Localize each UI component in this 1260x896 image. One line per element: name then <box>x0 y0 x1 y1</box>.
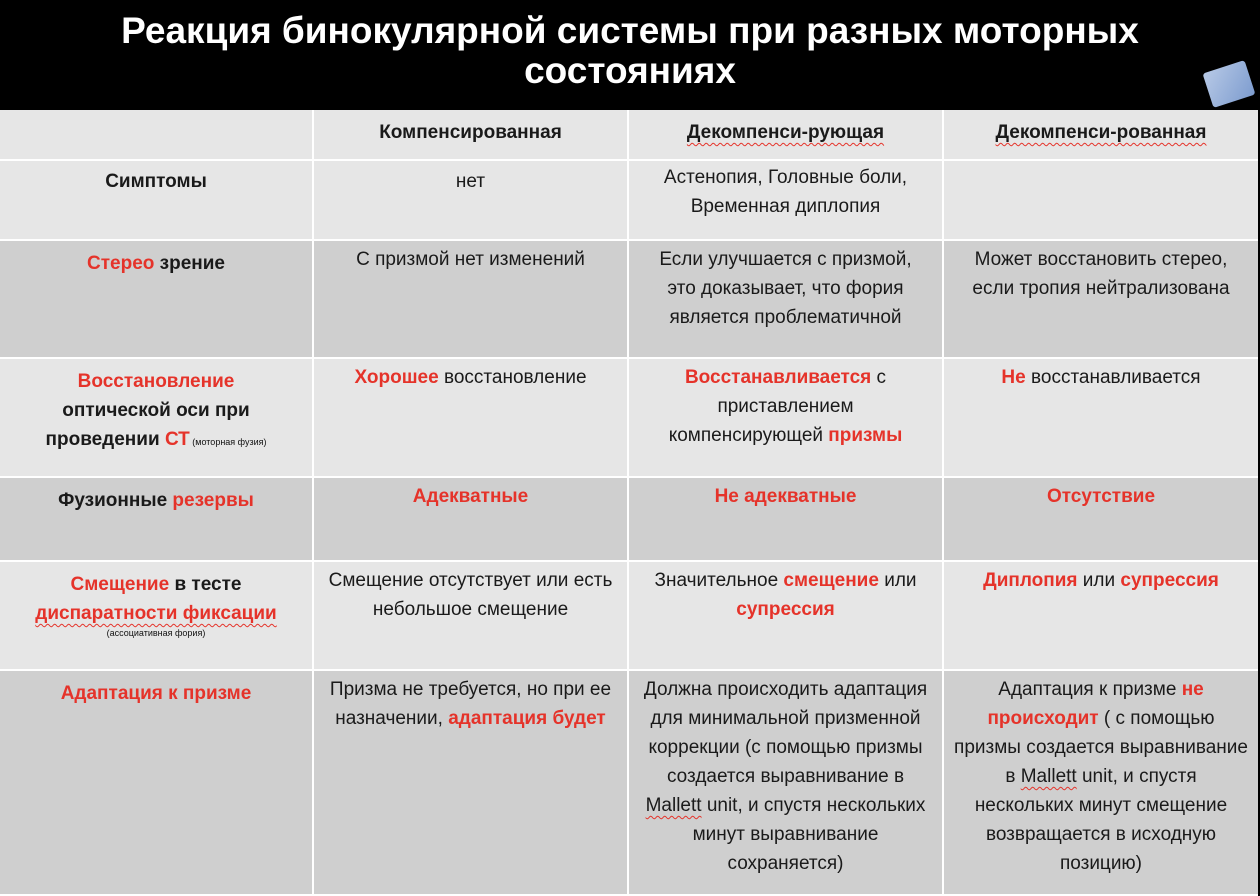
disparity-label-mid: в тесте <box>169 574 242 595</box>
header-decompensated <box>944 110 1258 161</box>
reserves-compensated-text: Адекватные <box>412 486 529 507</box>
row-reserves <box>0 478 1258 562</box>
cell-recovery-decompensating <box>629 359 944 478</box>
cell-recovery-decompensated <box>944 359 1258 478</box>
recovery-label-small: (моторная фузия) <box>189 437 267 447</box>
header-decompensated-text: Декомпенси-рованная <box>995 122 1207 143</box>
recovery-label-red2: СТ <box>164 429 190 450</box>
cell-reserves-compensated <box>314 478 629 562</box>
row-label-symptoms <box>0 161 314 241</box>
adaptation-decompensated-plain3: unit, и спустя нескольких минут смещение возвращается в исходную позицию) <box>974 766 1228 874</box>
recovery-decompensating-mid: с приставлением компенсирующей <box>668 367 887 446</box>
disparity-decompensating-plain1: Значительное <box>654 570 784 591</box>
symptoms-compensated-text: нет <box>455 171 486 192</box>
row-label-reserves <box>0 478 314 562</box>
cell-symptoms-decompensating <box>629 161 944 241</box>
row-adaptation <box>0 671 1258 896</box>
recovery-decompensated-red: Не <box>1001 367 1026 388</box>
header-compensated <box>314 110 629 161</box>
disparity-decompensated-red1: Диплопия <box>983 570 1078 591</box>
cell-reserves-decompensating <box>629 478 944 562</box>
cell-disparity-decompensated <box>944 562 1258 671</box>
adaptation-decompensating-line5 <box>629 791 942 820</box>
cell-stereo-decompensating <box>629 241 944 359</box>
disparity-decompensating-red1: смещение <box>783 570 879 591</box>
disparity-decompensated-plain: или <box>1077 570 1121 591</box>
recovery-decompensated-rest: восстанавливается <box>1025 367 1201 388</box>
cell-adaptation-compensated <box>314 671 629 896</box>
row-symptoms <box>0 161 1258 241</box>
stereo-compensated-text: С призмой нет изменений <box>356 249 585 270</box>
adaptation-decompensating-line7: сохраняется) <box>727 853 844 874</box>
adaptation-decompensating-line2: для минимальной призменной <box>650 708 921 729</box>
adaptation-decompensating-line6: минут выравнивание <box>692 824 879 845</box>
disparity-decompensating-plain2: или <box>878 570 917 591</box>
reserves-label-red: резервы <box>172 490 254 511</box>
stereo-label-rest: зрение <box>154 253 225 274</box>
stereo-decompensating-text: Если улучшается с призмой, это доказывает, что фория является проблематичной <box>659 249 912 328</box>
header-compensated-text: Компенсированная <box>379 122 562 143</box>
header-empty-cell <box>0 110 314 161</box>
row-label-disparity <box>0 562 314 671</box>
row-label-adaptation <box>0 671 314 896</box>
symptoms-label: Симптомы <box>105 171 207 192</box>
adaptation-decompensated-plain2: ( с помощью призмы создается выравнивание в <box>954 708 1248 787</box>
disparity-label-red1: Смещение <box>70 574 170 595</box>
slide-title-line-1: Реакция бинокулярной системы при разных моторных <box>121 10 1139 51</box>
row-disparity <box>0 562 1258 671</box>
adaptation-decompensating-line3: коррекции (с помощью призмы <box>648 737 923 758</box>
recovery-label-mid: оптической оси при проведении <box>45 400 250 450</box>
reserves-decompensating-text: Не адекватные <box>714 486 857 507</box>
disparity-decompensated-red2: супрессия <box>1120 570 1219 591</box>
cell-reserves-decompensated <box>944 478 1258 562</box>
recovery-compensated-red: Хорошее <box>354 367 439 388</box>
stereo-decompensated-text: Может восстановить стерео, если тропия нейтрализована <box>972 249 1230 299</box>
cell-stereo-decompensated <box>944 241 1258 359</box>
row-label-stereo <box>0 241 314 359</box>
symptoms-decompensating-line1: Астенопия, Головные боли, <box>663 167 908 188</box>
cell-symptoms-decompensated <box>944 161 1258 241</box>
header-decompensating-text: Декомпенси-рующая <box>686 122 885 143</box>
cell-adaptation-decompensated <box>944 671 1258 896</box>
adaptation-label: Адаптация к призме <box>60 683 252 704</box>
reserves-label-plain: Фузионные <box>58 490 173 511</box>
comparison-table <box>0 110 1258 896</box>
reserves-decompensated-text: Отсутствие <box>1046 486 1156 507</box>
disparity-compensated-text: Смещение отсутствует или есть небольшое смещение <box>328 570 613 620</box>
disparity-decompensating-red2: супрессия <box>736 599 835 620</box>
row-label-recovery <box>0 359 314 478</box>
header-row <box>0 110 1258 161</box>
cell-adaptation-decompensating <box>629 671 944 896</box>
symptoms-decompensating-line2: Временная диплопия <box>690 196 881 217</box>
recovery-decompensating-red2: призмы <box>828 425 903 446</box>
slide-title <box>0 0 1260 108</box>
disparity-label-small: (ассоциативная фория) <box>106 628 206 638</box>
recovery-decompensating-red1: Восстанавливается <box>684 367 872 388</box>
row-recovery <box>0 359 1258 478</box>
adaptation-decompensating-line5-rest: unit, и спустя нескольких <box>701 795 926 816</box>
disparity-label-red2: диспаратности фиксации <box>35 603 277 624</box>
recovery-compensated-rest: восстановление <box>438 367 587 388</box>
adaptation-decompensating-line4: создается выравнивание в <box>666 766 905 787</box>
adaptation-decompensated-plain1: Адаптация к призме <box>998 679 1182 700</box>
cell-disparity-decompensating <box>629 562 944 671</box>
adaptation-compensated-red: адаптация будет <box>448 708 606 729</box>
adaptation-decompensated-red: не происходит <box>987 679 1204 729</box>
slide-title-line-2: состояниях <box>524 50 736 91</box>
cell-stereo-compensated <box>314 241 629 359</box>
recovery-label-red1: Восстановление <box>77 371 235 392</box>
row-stereo <box>0 241 1258 359</box>
adaptation-decompensated-mallett: Mallett <box>1020 766 1077 787</box>
adaptation-decompensating-line1: Должна происходить адаптация <box>643 679 928 700</box>
adaptation-decompensating-mallett: Mallett <box>645 795 702 816</box>
cell-symptoms-compensated <box>314 161 629 241</box>
adaptation-compensated-plain: Призма не требуется, но при ее назначении, <box>329 679 612 729</box>
stereo-label-red: Стерео <box>87 253 155 274</box>
cell-disparity-compensated <box>314 562 629 671</box>
header-decompensating <box>629 110 944 161</box>
cell-recovery-compensated <box>314 359 629 478</box>
